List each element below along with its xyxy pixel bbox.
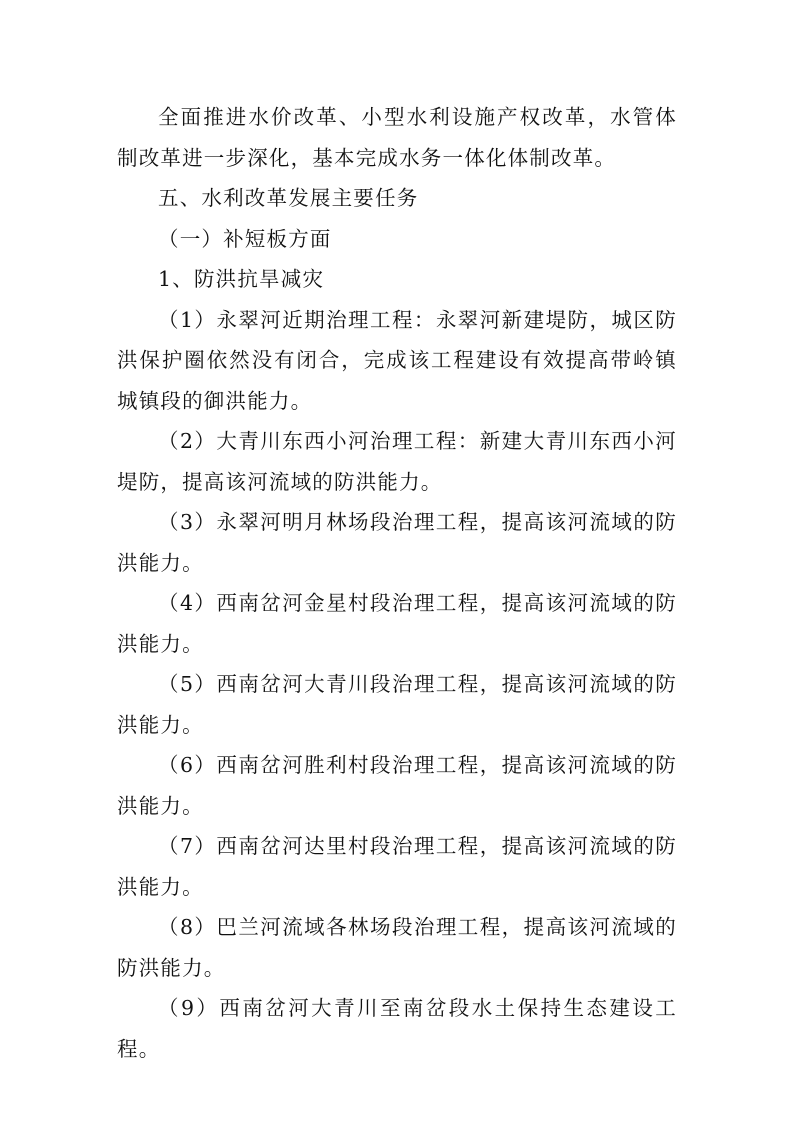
subsection-heading-shortboard: （一）补短板方面 xyxy=(158,226,332,251)
paragraph-item-2: （2）大青川东西小河治理工程：新建大青川东西小河堤防，提高该河流域的防洪能力。 xyxy=(117,429,677,494)
document-body xyxy=(117,97,677,1069)
section-heading-main-tasks: 五、水利改革发展主要任务 xyxy=(158,186,419,210)
paragraph-item-3: （3）永翠河明月林场段治理工程，提高该河流域的防洪能力。 xyxy=(117,510,677,575)
paragraph-item-5: （5）西南岔河大青川段治理工程，提高该河流域的防洪能力。 xyxy=(117,672,677,737)
item-heading-flood-control: 1、防洪抗旱减灾 xyxy=(158,267,325,291)
paragraph-item-7: （7）西南岔河达里村段治理工程，提高该河流域的防洪能力。 xyxy=(117,834,677,899)
paragraph-item-4: （4）西南岔河金星村段治理工程，提高该河流域的防洪能力。 xyxy=(117,591,677,656)
paragraph-item-9: （9）西南岔河大青川至南岔段水土保持生态建设工程。 xyxy=(117,996,677,1061)
paragraph-item-8: （8）巴兰河流域各林场段治理工程，提高该河流域的防洪能力。 xyxy=(117,915,677,980)
paragraph-water-reform: 全面推进水价改革、小型水利设施产权改革，水管体制改革进一步深化，基本完成水务一体化体制改革。 xyxy=(117,105,677,170)
paragraph-item-1: （1）永翠河近期治理工程：永翠河新建堤防，城区防洪保护圈依然没有闭合，完成该工程建设有效提高带岭镇城镇段的御洪能力。 xyxy=(117,307,677,413)
paragraph-item-6: （6）西南岔河胜利村段治理工程，提高该河流域的防洪能力。 xyxy=(117,753,677,818)
